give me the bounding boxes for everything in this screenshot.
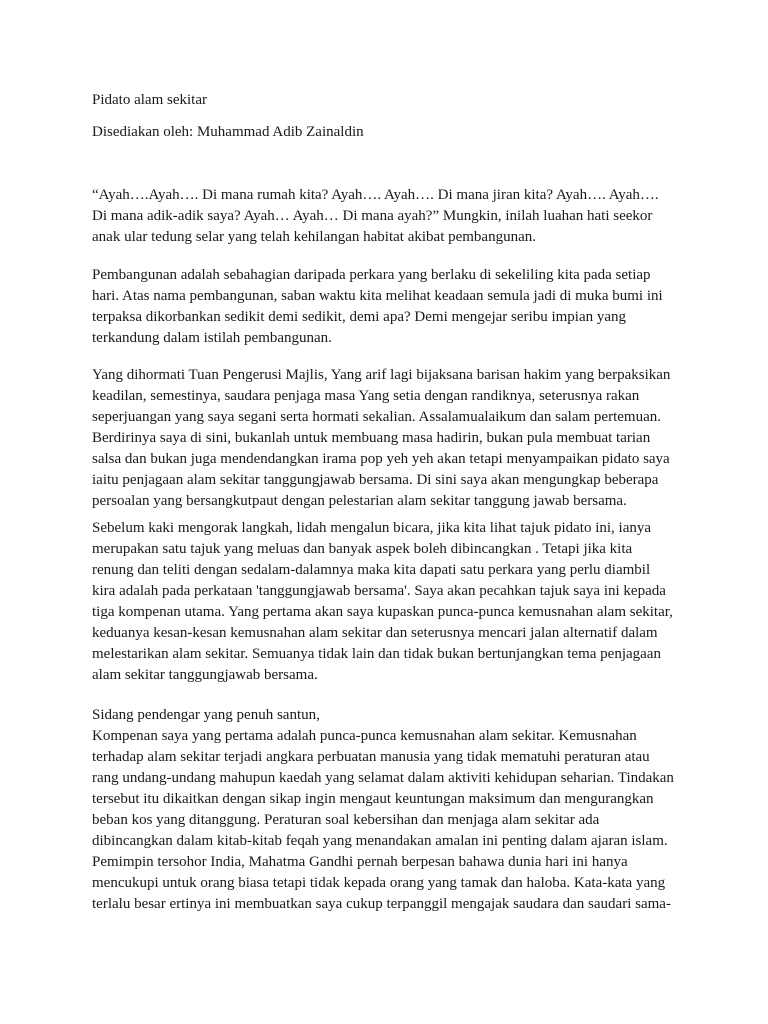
paragraph-4 [92, 518, 692, 686]
author-line [92, 122, 692, 143]
paragraph-line: keduanya kesan-kesan kemusnahan alam sekitar dan seterusnya mencari jalan alternatif dalam [92, 625, 658, 641]
paragraph-line: renung dan teliti dengan sedalam-dalamnya maka kita dapati satu perkara yang perlu diambil [92, 562, 651, 578]
paragraph-line: kira adalah pada perkataan 'tanggungjawab bersama'. Saya akan pecahkan tajuk saya ini kepada [92, 583, 666, 599]
paragraph-line: Sidang pendengar yang penuh santun, [92, 707, 320, 723]
paragraph-line: terkandung dalam istilah pembangunan. [92, 330, 332, 346]
paragraph-line: terlalu besar ertinya ini membuatkan saya cukup terpanggil mengajak saudara dan saudari sama- [92, 896, 671, 912]
paragraph-line: alam sekitar tanggungjawab bersama. [92, 667, 318, 683]
paragraph-line: salsa dan bukan juga mendendangkan irama pop yeh yeh akan tetapi menyampaikan pidato saya [92, 451, 670, 467]
paragraph-line: mencukupi untuk orang biasa tetapi tidak kepada orang yang tamak dan haloba. Kata-kata yang [92, 875, 666, 891]
paragraph-line: Di mana adik-adik saya? Ayah… Ayah… Di mana ayah?” Mungkin, inilah luahan hati seekor [92, 208, 653, 224]
paragraph-line: terhadap alam sekitar terjadi angkara perbuatan manusia yang tidak mematuhi peraturan atau [92, 749, 650, 765]
paragraph-3 [92, 365, 692, 512]
paragraph-line: anak ular tedung selar yang telah kehilangan habitat akibat pembangunan. [92, 229, 537, 245]
paragraph-line: Pemimpin tersohor India, Mahatma Gandhi pernah berpesan bahawa dunia hari ini hanya [92, 854, 628, 870]
paragraph-line: Yang dihormati Tuan Pengerusi Majlis, Yang arif lagi bijaksana barisan hakim yang berpaksikan [92, 367, 671, 383]
paragraph-line: rang undang-undang mahupun kaedah yang selamat dalam aktiviti kehidupan seharian. Tindakan [92, 770, 674, 786]
paragraph-line: beban kos yang ditanggung. Peraturan soal kebersihan dan menjaga alam sekitar ada [92, 812, 600, 828]
paragraph-1 [92, 185, 692, 248]
paragraph-line: “Ayah….Ayah…. Di mana rumah kita? Ayah…. Ayah…. Di mana jiran kita? Ayah…. Ayah…. [92, 187, 659, 203]
paragraph-line: hari. Atas nama pembangunan, saban waktu kita melihat keadaan semula jadi di muka bumi ini [92, 288, 663, 304]
paragraph-line: persoalan yang bersangkutpaut dengan pelestarian alam sekitar tanggung jawab bersama. [92, 493, 627, 509]
paragraph-5 [92, 705, 692, 915]
paragraph-line: Kompenan saya yang pertama adalah punca-punca kemusnahan alam sekitar. Kemusnahan [92, 728, 637, 744]
author-text: Disediakan oleh: Muhammad Adib Zainaldin [92, 124, 364, 140]
title-line: Pidato alam sekitar [92, 92, 207, 108]
paragraph-2 [92, 265, 692, 349]
paragraph-line: tiga kompenan utama. Yang pertama akan saya kupaskan punca-punca kemusnahan alam sekitar, [92, 604, 673, 620]
paragraph-line: merupakan satu tajuk yang meluas dan banyak aspek boleh dibincangkan . Tetapi jika kita [92, 541, 633, 557]
paragraph-line: terpaksa dikorbankan sedikit demi sedikit, demi apa? Demi mengejar seribu impian yang [92, 309, 627, 325]
paragraph-line: Berdirinya saya di sini, bukanlah untuk membuang masa hadirin, bukan pula membuat tarian [92, 430, 651, 446]
document-title [92, 90, 692, 111]
paragraph-line: Pembangunan adalah sebahagian daripada perkara yang berlaku di sekeliling kita pada setiap [92, 267, 651, 283]
paragraph-line: dibincangkan dalam kitab-kitab feqah yang menandakan amalan ini penting dalam ajaran islam. [92, 833, 668, 849]
paragraph-line: tersebut itu dikaitkan dengan sikap ingin mengaut keuntungan maksimum dan mengurangkan [92, 791, 654, 807]
paragraph-line: keadilan, semestinya, saudara penjaga masa Yang setia dengan randiknya, seterusnya rakan [92, 388, 640, 404]
paragraph-line: melestarikan alam sekitar. Semuanya tidak lain dan tidak bukan bertunjangkan tema penjagaan [92, 646, 661, 662]
paragraph-line: seperjuangan yang saya segani serta hormati sekalian. Assalamualaikum dan salam pertemuan. [92, 409, 661, 425]
paragraph-line: Sebelum kaki mengorak langkah, lidah mengalun bicara, jika kita lihat tajuk pidato ini, ianya [92, 520, 652, 536]
paragraph-line: iaitu penjagaan alam sekitar tanggungjawab bersama. Di sini saya akan mengungkap beberapa [92, 472, 659, 488]
